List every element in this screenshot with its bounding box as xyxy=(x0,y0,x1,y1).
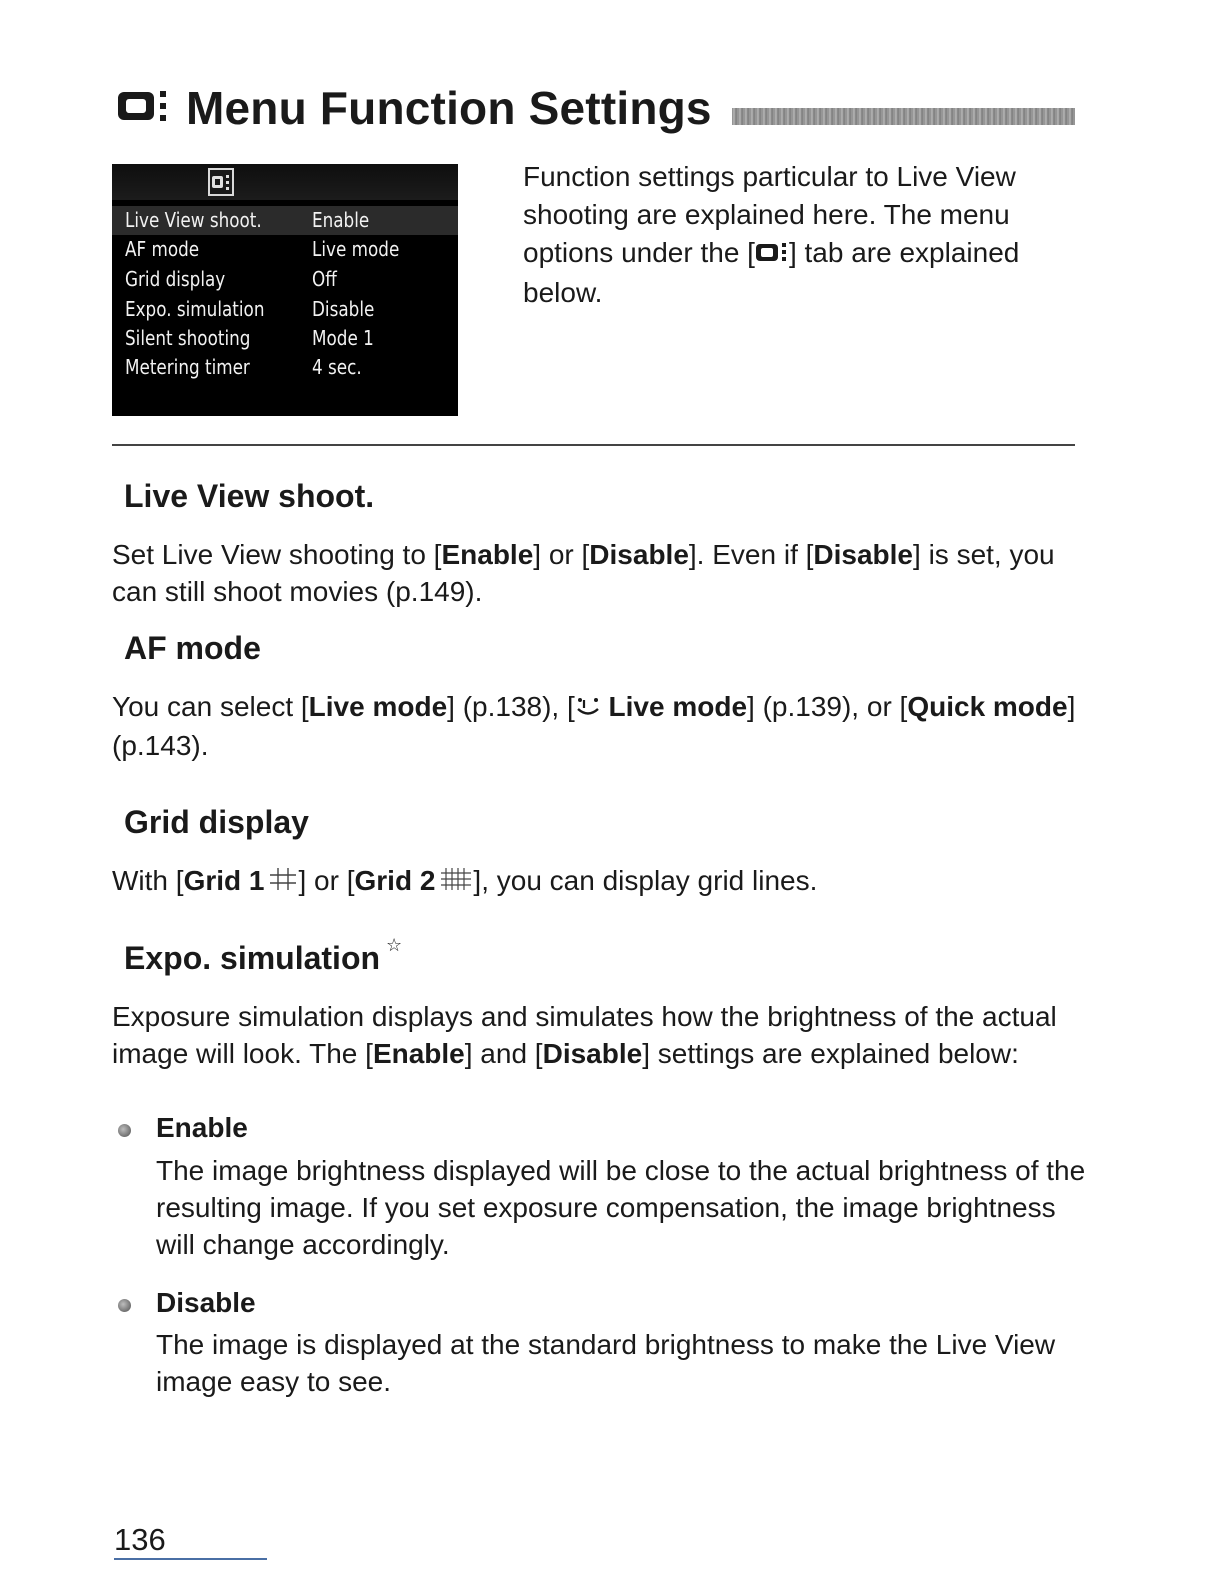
page-number-underline xyxy=(114,1558,267,1560)
menu-row-value: Off xyxy=(312,267,337,291)
text: Set Live View shooting to [ xyxy=(112,539,442,570)
section-divider xyxy=(112,444,1075,446)
live-view-paragraph xyxy=(112,536,1087,610)
menu-row[interactable] xyxy=(112,235,458,264)
section-heading-grid-display: Grid display xyxy=(124,804,309,840)
menu-row-label: Expo. simulation xyxy=(125,297,265,321)
camera-menu-screen xyxy=(112,164,458,416)
bullet-icon xyxy=(118,1299,131,1312)
text: ] and [ xyxy=(464,1038,543,1069)
menu-row[interactable] xyxy=(112,324,458,353)
live-view-menu-tab-icon xyxy=(116,86,172,131)
text: ]. Even if [ xyxy=(688,539,814,570)
page-number: 136 xyxy=(114,1522,166,1557)
bold-text: Enable xyxy=(372,1038,465,1069)
bullet-title-disable: Disable xyxy=(156,1287,256,1318)
intro-text: Function settings particular to Live View shooting are explained here. The menu options under the [ xyxy=(523,161,1016,268)
af-mode-paragraph xyxy=(112,688,1087,764)
menu-row-label: Grid display xyxy=(125,267,226,291)
page-title: Menu Function Settings xyxy=(186,82,712,134)
face-detection-icon xyxy=(575,690,601,727)
page-title-row xyxy=(116,78,712,138)
live-view-tab-icon xyxy=(208,168,234,196)
menu-row-label: Metering timer xyxy=(125,355,250,379)
bold-text: Enable xyxy=(441,539,534,570)
section-heading-expo-simulation xyxy=(124,935,403,977)
menu-row[interactable] xyxy=(112,295,458,324)
bold-text: Live mode xyxy=(600,691,748,722)
text: ], you can display grid lines. xyxy=(473,865,818,896)
menu-row-value: 4 sec. xyxy=(312,355,362,379)
menu-row[interactable] xyxy=(112,265,458,294)
bold-text: Quick mode xyxy=(907,691,1068,722)
text: Exposure simulation displays and simulates how the brightness of the actual image will look. The [ xyxy=(112,1001,1057,1069)
bold-text: Live mode xyxy=(308,691,448,722)
text: ] or [ xyxy=(533,539,590,570)
live-view-menu-tab-icon xyxy=(755,236,789,274)
bullet-icon xyxy=(118,1124,131,1137)
section-heading-live-view: Live View shoot. xyxy=(124,478,375,514)
heading-text: Expo. simulation xyxy=(124,940,381,976)
section-heading-af-mode: AF mode xyxy=(124,630,261,666)
text: ] (p.138), [ xyxy=(447,691,575,722)
star-icon: ☆ xyxy=(386,935,403,956)
menu-row[interactable] xyxy=(112,353,458,382)
menu-row-value: Mode 1 xyxy=(312,326,374,350)
menu-row-value: Live mode xyxy=(312,237,400,261)
grid-1-icon xyxy=(268,864,298,901)
menu-row-label: Silent shooting xyxy=(125,326,251,350)
bullet-title-enable: Enable xyxy=(156,1112,248,1143)
menu-tab-strip xyxy=(112,164,458,200)
menu-row-label: Live View shoot. xyxy=(125,208,262,232)
intro-text: ] tab are explained below. xyxy=(523,237,1020,308)
text: ] settings are explained below: xyxy=(642,1038,1019,1069)
text: ] (p.139), or [ xyxy=(747,691,908,722)
bold-text: Disable xyxy=(813,539,914,570)
bold-text: Disable xyxy=(542,1038,643,1069)
text: With [ xyxy=(112,865,184,896)
text: You can select [ xyxy=(112,691,309,722)
bullet-text-disable: The image is displayed at the standard brightness to make the Live View image easy to see. xyxy=(156,1329,1056,1397)
text: ] (p.143). xyxy=(112,691,1076,762)
menu-row-label: AF mode xyxy=(125,237,200,261)
text: ] or [ xyxy=(298,865,355,896)
menu-row-value: Disable xyxy=(312,297,375,321)
bold-text: Disable xyxy=(589,539,689,570)
intro-paragraph xyxy=(523,158,1083,312)
title-decorative-bar xyxy=(732,108,1075,125)
grid-paragraph xyxy=(112,862,1087,901)
bold-text: Grid 2 xyxy=(354,865,436,896)
expo-paragraph xyxy=(112,998,1087,1072)
menu-row-value: Enable xyxy=(312,208,370,232)
grid-2-icon xyxy=(439,864,473,901)
menu-row[interactable] xyxy=(112,206,458,235)
bullet-text-enable: The image brightness displayed will be close to the actual brightness of the resulting image. If you set exposure compensation, the image brightness will change accordingly. xyxy=(156,1155,1086,1260)
bold-text: Grid 1 xyxy=(183,865,265,896)
text: ] is set, you can still shoot movies (p.149). xyxy=(112,539,1055,607)
